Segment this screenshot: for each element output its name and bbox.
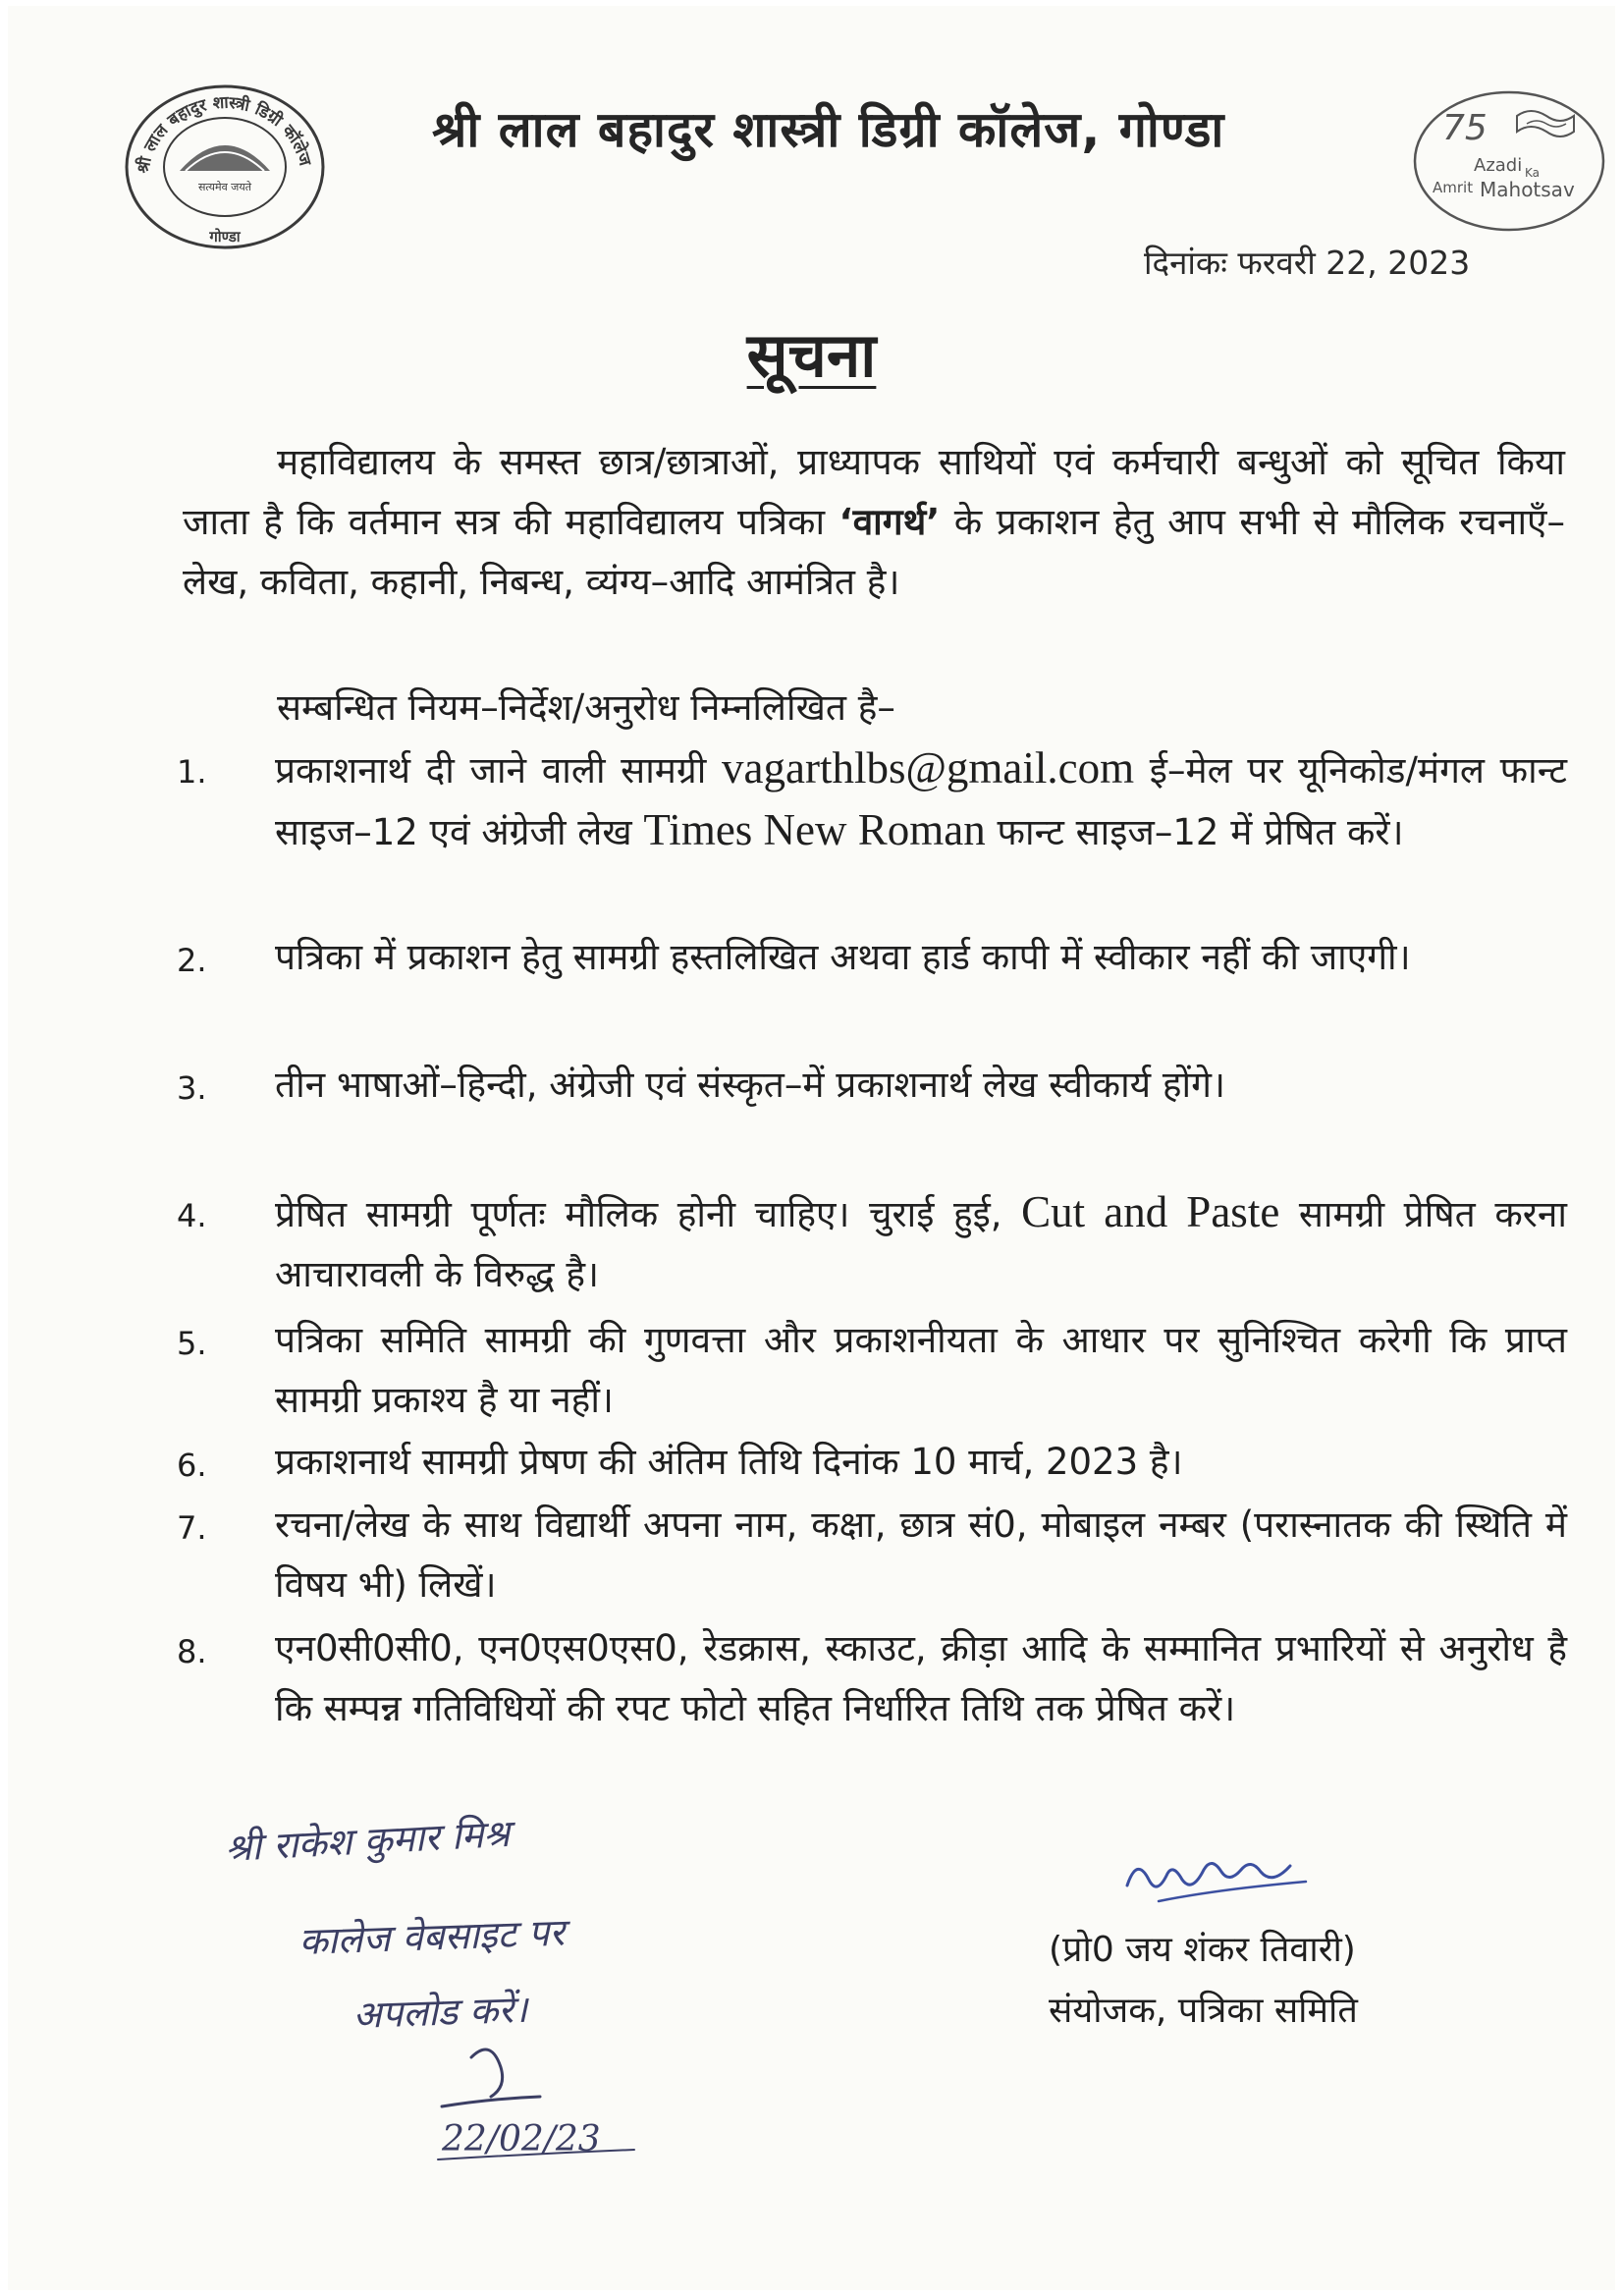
rule-text: तीन भाषाओं–हिन्दी, अंग्रेजी एवं संस्कृत–में प्रकाशनार्थ लेख स्वीकार्य होंगे। [275,1064,1225,1106]
rule-text: पत्रिका समिति सामग्री की गुणवत्ता और प्रकाशनीयता के आधार पर सुनिश्चित करेगी कि प्राप्त सामग्री प्रकाश्य है या नहीं। [275,1319,1567,1421]
college-name-heading: श्री लाल बहादुर शास्त्री डिग्री कॉलेज, गोण्डा [432,101,1225,158]
notice-title-text: सूचना [746,319,877,391]
notice-date: दिनांकः फरवरी 22, 2023 [1144,244,1471,282]
logo-number: 75 [1442,108,1488,148]
rule-item [177,1310,1567,1430]
rules-heading: सम्बन्धित नियम–निर्देश/अनुरोध निम्नलिखित है– [277,686,895,729]
intro-text-before: महाविद्यालय के समस्त छात्र/छात्राओं, प्राध्यापक साथियों एवं कर्मचारी बन्धुओं को सूचित किया जाता है कि वर्तमान सत्र की महाविद्यालय पत्रिका [183,441,1565,543]
logo-line-amrit: Amrit [1433,179,1474,196]
college-seal-logo [121,81,329,249]
rule-item [177,1182,1567,1304]
rule-text: प्रकाशनार्थ दी जाने वाली सामग्री [275,749,707,792]
logo-line-azadi: Azadi [1474,155,1523,176]
rule-number: 2. [177,942,207,979]
rule-item [177,1618,1567,1738]
font-name: Times New Roman [643,805,986,854]
intro-text-after: के प्रकाशन हेतु आप सभी से मौलिक रचनाएँ–लेख, कविता, कहानी, निबन्ध, व्यंग्य–आदि आमंत्रित है। [183,501,1565,603]
rule-text: सामग्री प्रेषित करना आचारावली के विरुद्ध है। [275,1193,1568,1295]
azadi-ka-amrit-mahotsav-logo [1411,88,1607,234]
notice-title [0,312,1623,395]
rule-item [177,1495,1567,1614]
rule-text: प्रकाशनार्थ सामग्री प्रेषण की अंतिम तिथि दिनांक 10 मार्च, 2023 है। [275,1441,1183,1483]
rule-number: 6. [177,1447,207,1484]
rule-text: प्रेषित सामग्री पूर्णतः मौलिक होनी चाहिए। चुराई हुई, [275,1193,1002,1235]
magazine-name: ‘वागर्थ’ [839,501,941,543]
logo-line-mahotsav: Mahotsav [1480,178,1575,201]
rule-item [177,927,1567,987]
handwritten-date: 22/02/23 [442,2119,601,2159]
seal-city-text: गोण्डा [209,228,241,246]
handwritten-line: श्री राकेश कुमार मिश्र [224,1812,512,1870]
rule-number: 4. [177,1197,207,1234]
rule-number: 5. [177,1325,207,1362]
rule-item [177,1432,1567,1492]
initials-scribble [442,2050,540,2106]
rule-text: रचना/लेख के साथ विद्यार्थी अपना नाम, कक्षा, छात्र सं0, मोबाइल नम्बर (परास्नातक की स्थिति में विषय भी) लिखें। [275,1503,1567,1606]
email-address: vagarthlbs@gmail.com [722,743,1135,793]
handwritten-note [206,1812,756,2165]
rule-number: 3. [177,1069,207,1107]
handwritten-line: अपलोड करें। [352,1987,528,2037]
seal-ring-text: श्री लाल बहादुर शास्त्री डिग्री कॉलेज [133,92,315,176]
rule-number: 8. [177,1633,207,1670]
logo-line-ka: Ka [1525,166,1541,180]
signatory-designation: संयोजक, पत्रिका समिति [1049,1991,1358,2031]
seal-motto-text: सत्यमेव जयते [197,181,252,193]
rule-number: 1. [177,753,207,791]
intro-paragraph [183,432,1565,612]
cut-and-paste-text: Cut and Paste [1021,1187,1280,1236]
rule-text: फान्ट साइज–12 में प्रेषित करें। [997,811,1404,853]
signature-scribble [1119,1846,1325,1915]
signatory-name: (प्रो0 जय शंकर तिवारी) [1049,1930,1356,1970]
rule-item [177,1055,1567,1115]
rule-text: पत्रिका में प्रकाशन हेतु सामग्री हस्तलिखित अथवा हार्ड कापी में स्वीकार नहीं की जाएगी। [275,936,1411,978]
handwritten-line: कालेज वेबसाइट पर [298,1910,566,1963]
rule-text: ई–मेल पर यूनिकोड/मंगल फान्ट साइज–12 एवं अंग्रेजी लेख [275,749,1568,853]
signatory-block [1049,1920,1598,2042]
rule-text: एन0सी0सी0, एन0एस0एस0, रेडक्रास, स्काउट, क्रीड़ा आदि के सम्मानित प्रभारियों से अनुरोध है कि सम्पन्न गतिविधियों की रपट फोटो सहित निर्धारित तिथि तक प्रेषित करें। [275,1627,1567,1729]
rule-item [177,738,1567,862]
rule-number: 7. [177,1509,207,1547]
